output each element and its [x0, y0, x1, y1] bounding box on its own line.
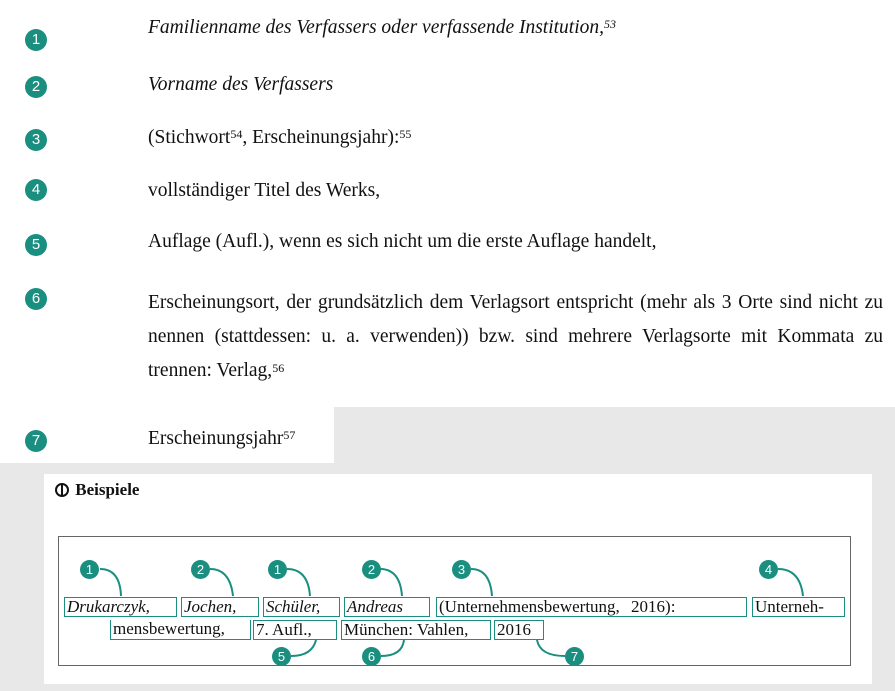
badge-6: 6 [25, 288, 47, 310]
item-2-text: Vorname des Verfassers [148, 74, 334, 95]
badge-7: 7 [25, 430, 47, 452]
seg-familienname-2: Schüler, [263, 597, 340, 617]
seg-familienname-1: Drukarczyk, [64, 597, 177, 617]
seg-titel-2: mensbewertung, [110, 620, 251, 640]
seg-ort-verlag: München: Vahlen, [341, 620, 491, 640]
marker-top-5: 3 [452, 560, 471, 579]
marker-top-6: 4 [759, 560, 778, 579]
info-icon [55, 483, 69, 497]
marker-top-1: 1 [80, 560, 99, 579]
badge-2: 2 [25, 76, 47, 98]
marker-top-3: 1 [268, 560, 287, 579]
item-7-text: Erscheinungsjahr$^{57}$ [148, 428, 296, 449]
seg-titel-1: Unterneh- [752, 597, 845, 617]
seg-stichwort: (Unternehmensbewertung, 2016): [436, 597, 747, 617]
marker-top-4: 2 [362, 560, 381, 579]
item-5-text: Auflage (Aufl.), wenn es sich nicht um die erste Auflage handelt, [148, 231, 657, 252]
badge-4: 4 [25, 179, 47, 201]
seg-auflage: 7. Aufl., [253, 620, 337, 640]
badge-3: 3 [25, 129, 47, 151]
seg-vorname-2: Andreas [344, 597, 430, 617]
item-6-text: Erscheinungsort, der grundsätzlich dem Verlagsort entspricht (mehr als 3 Orte sind nicht zu nennen (stattdessen: u. a. verwenden)) bzw. sind mehrere Verlagsorte mit Kommata zu trennen: Verlag,$^{56}$ [148, 292, 883, 381]
marker-bottom-6: 6 [362, 647, 381, 666]
marker-top-2: 2 [191, 560, 210, 579]
marker-bottom-5: 5 [272, 647, 291, 666]
seg-jahr: 2016 [494, 620, 544, 640]
item-1-text: Familienname des Verfassers oder verfassende Institution,$^{53}$ [148, 17, 617, 38]
item-4-text: vollständiger Titel des Werks, [148, 180, 381, 201]
examples-title: Beispiele [55, 480, 139, 500]
marker-bottom-7: 7 [565, 647, 584, 666]
seg-vorname-1: Jochen, [181, 597, 259, 617]
badge-1: 1 [25, 29, 47, 51]
badge-5: 5 [25, 234, 47, 256]
item-3-text: (Stichwort$^{54}$, Erscheinungsjahr):$^{55}$ [148, 127, 412, 148]
